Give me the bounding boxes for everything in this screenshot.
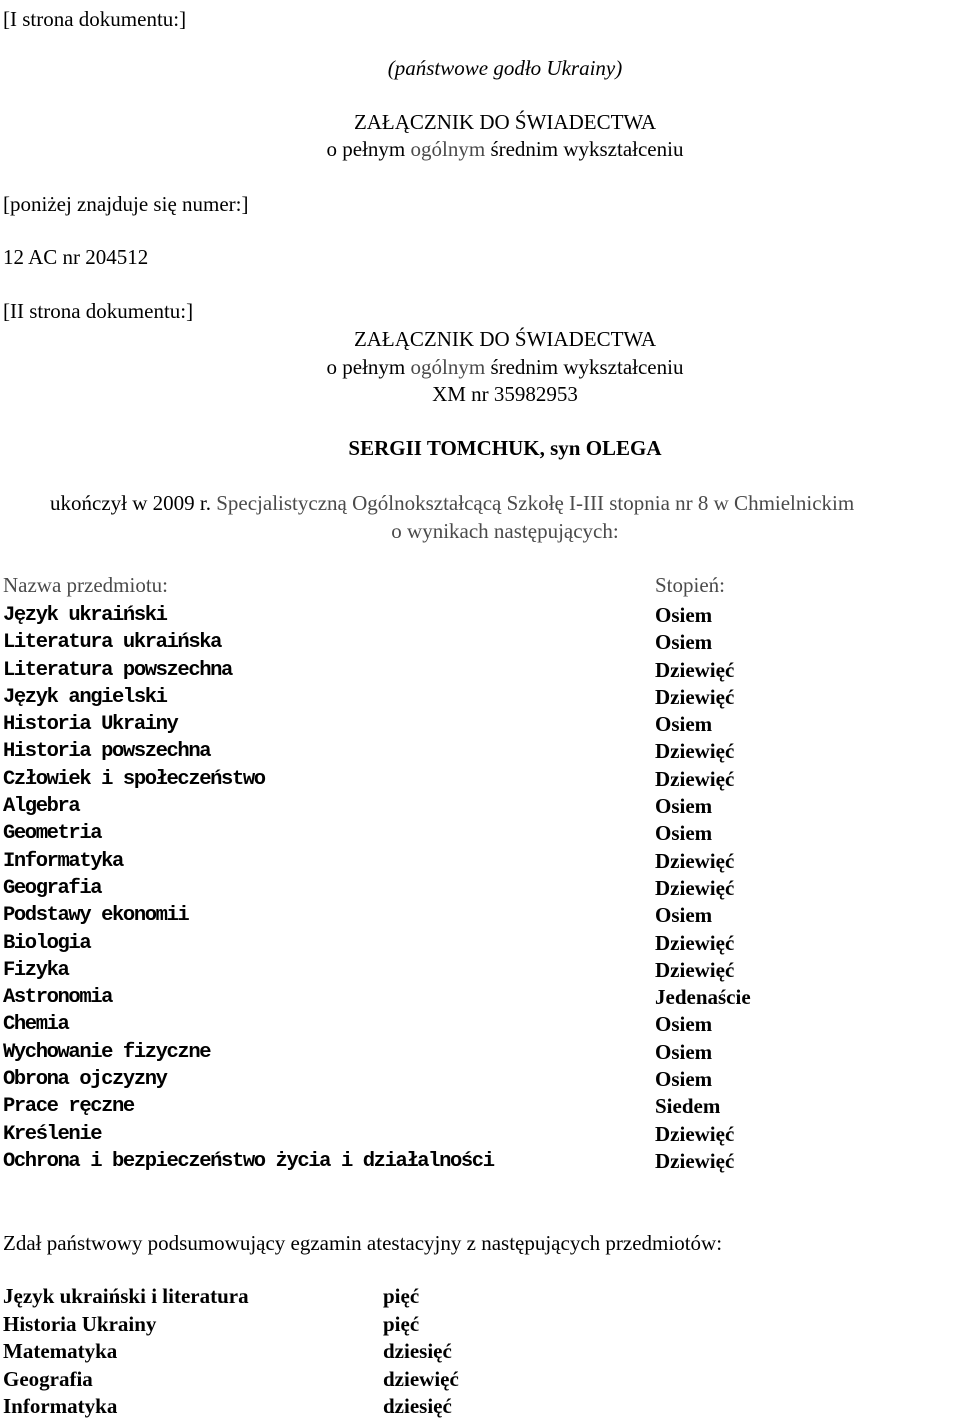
grade-value: Dziewięć — [655, 875, 735, 900]
results-intro: o wynikach następujących: — [391, 519, 619, 543]
exam-subject: Język ukraiński i literatura — [3, 1284, 249, 1308]
exam-subject-list — [3, 1283, 249, 1421]
exam-grade: dziesięć — [383, 1394, 452, 1418]
subtitle-mid: ogólnym — [410, 355, 486, 379]
subtitle-pre: o pełnym — [326, 137, 411, 161]
school-line-pre: ukończył w 2009 r. — [50, 491, 217, 515]
grade-value: Dziewięć — [655, 684, 735, 709]
grade-value: Osiem — [655, 1039, 713, 1064]
exam-subject: Informatyka — [3, 1394, 118, 1418]
subject-name: Podstawy ekonomii — [3, 904, 189, 928]
page1-title: ZAŁĄCZNIK DO ŚWIADECTWA — [353, 110, 657, 134]
subtitle-mid: ogólnym — [410, 137, 486, 161]
grade-value: Dziewięć — [655, 739, 735, 764]
page1-subtitle — [0, 139, 960, 160]
subject-name: Wychowanie fizyczne — [3, 1040, 211, 1064]
grade-value: Dziewięć — [655, 766, 735, 791]
exam-subject: Matematyka — [3, 1339, 118, 1363]
page1-note: [I strona dokumentu:] — [3, 7, 187, 31]
exam-subject: Geografia — [3, 1366, 93, 1391]
subject-name: Język ukraiński — [3, 604, 167, 627]
grade-value: Osiem — [655, 1012, 713, 1037]
number-note: [poniżej znajduje się numer:] — [3, 192, 249, 216]
header-subject: Nazwa przedmiotu: — [3, 573, 169, 597]
emblem-description: (państwowe godło Ukrainy) — [387, 56, 623, 80]
subject-name: Historia Ukrainy — [3, 713, 178, 737]
exam-grade: dziewięć — [383, 1366, 459, 1391]
subject-name: Fizyka — [3, 958, 69, 982]
grade-value: Osiem — [655, 821, 713, 846]
grade-value: Jedenaście — [655, 985, 751, 1010]
subject-name: Ochrona i bezpieczeństwo życia i działalności — [3, 1149, 494, 1173]
subject-name: Biologia — [3, 931, 91, 955]
grade-list — [655, 602, 751, 1175]
grade-value: Osiem — [655, 794, 713, 819]
subject-name: Historia powszechna — [3, 740, 211, 764]
subject-name: Język angielski — [3, 685, 167, 709]
school-line — [50, 493, 854, 514]
grade-value: Dziewięć — [655, 657, 735, 682]
page1-number: 12 AC nr 204512 — [3, 245, 149, 269]
page2-subtitle — [0, 357, 960, 378]
grade-value: Osiem — [655, 903, 713, 928]
subject-name: Algebra — [3, 795, 80, 819]
grade-value: Osiem — [655, 712, 713, 737]
grade-value: Siedem — [655, 1094, 721, 1119]
grade-value: Dziewięć — [655, 1121, 735, 1146]
grade-value: Osiem — [655, 1067, 713, 1092]
grade-value: Dziewięć — [655, 848, 735, 873]
grade-value: Dziewięć — [655, 1148, 735, 1173]
exam-subject: Historia Ukrainy — [3, 1311, 157, 1336]
subject-name: Geografia — [3, 876, 102, 900]
subject-name: Obrona ojczyzny — [3, 1068, 167, 1092]
subject-name: Prace ręczne — [3, 1095, 134, 1119]
exam-grade: pięć — [383, 1311, 420, 1336]
header-grade: Stopień: — [655, 573, 726, 597]
exam-intro: Zdał państwowy podsumowujący egzamin atestacyjny z następujących przedmiotów: — [3, 1231, 723, 1255]
grade-value: Dziewięć — [655, 930, 735, 955]
subject-name: Literatura ukraińska — [3, 631, 222, 655]
subtitle-post: średnim wykształceniu — [485, 355, 684, 379]
exam-grade-list — [383, 1283, 459, 1421]
student-name: SERGII TOMCHUK, syn OLEGA — [348, 436, 662, 460]
exam-grade: dziesięć — [383, 1339, 452, 1363]
grade-value: Osiem — [655, 603, 713, 627]
subtitle-post: średnim wykształceniu — [485, 137, 684, 161]
subject-list — [3, 602, 494, 1175]
subtitle-pre: o pełnym — [326, 355, 411, 379]
school-name: Specjalistyczną Ogólnokształcącą Szkołę I-III stopnia nr 8 w Chmielnickim — [216, 491, 855, 515]
subject-name: Człowiek i społeczeństwo — [3, 767, 265, 791]
subject-name: Geometria — [3, 822, 102, 846]
grade-value: Osiem — [655, 630, 713, 655]
subject-name: Literatura powszechna — [3, 658, 232, 682]
subject-name: Astronomia — [3, 986, 113, 1010]
document-number: XM nr 35982953 — [432, 382, 578, 406]
subject-name: Chemia — [3, 1013, 69, 1037]
subject-name: Informatyka — [3, 849, 123, 873]
exam-grade: pięć — [383, 1284, 420, 1308]
subject-name: Kreślenie — [3, 1122, 102, 1146]
grade-value: Dziewięć — [655, 957, 735, 982]
page2-note: [II strona dokumentu:] — [3, 299, 194, 323]
page2-title: ZAŁĄCZNIK DO ŚWIADECTWA — [353, 327, 657, 351]
